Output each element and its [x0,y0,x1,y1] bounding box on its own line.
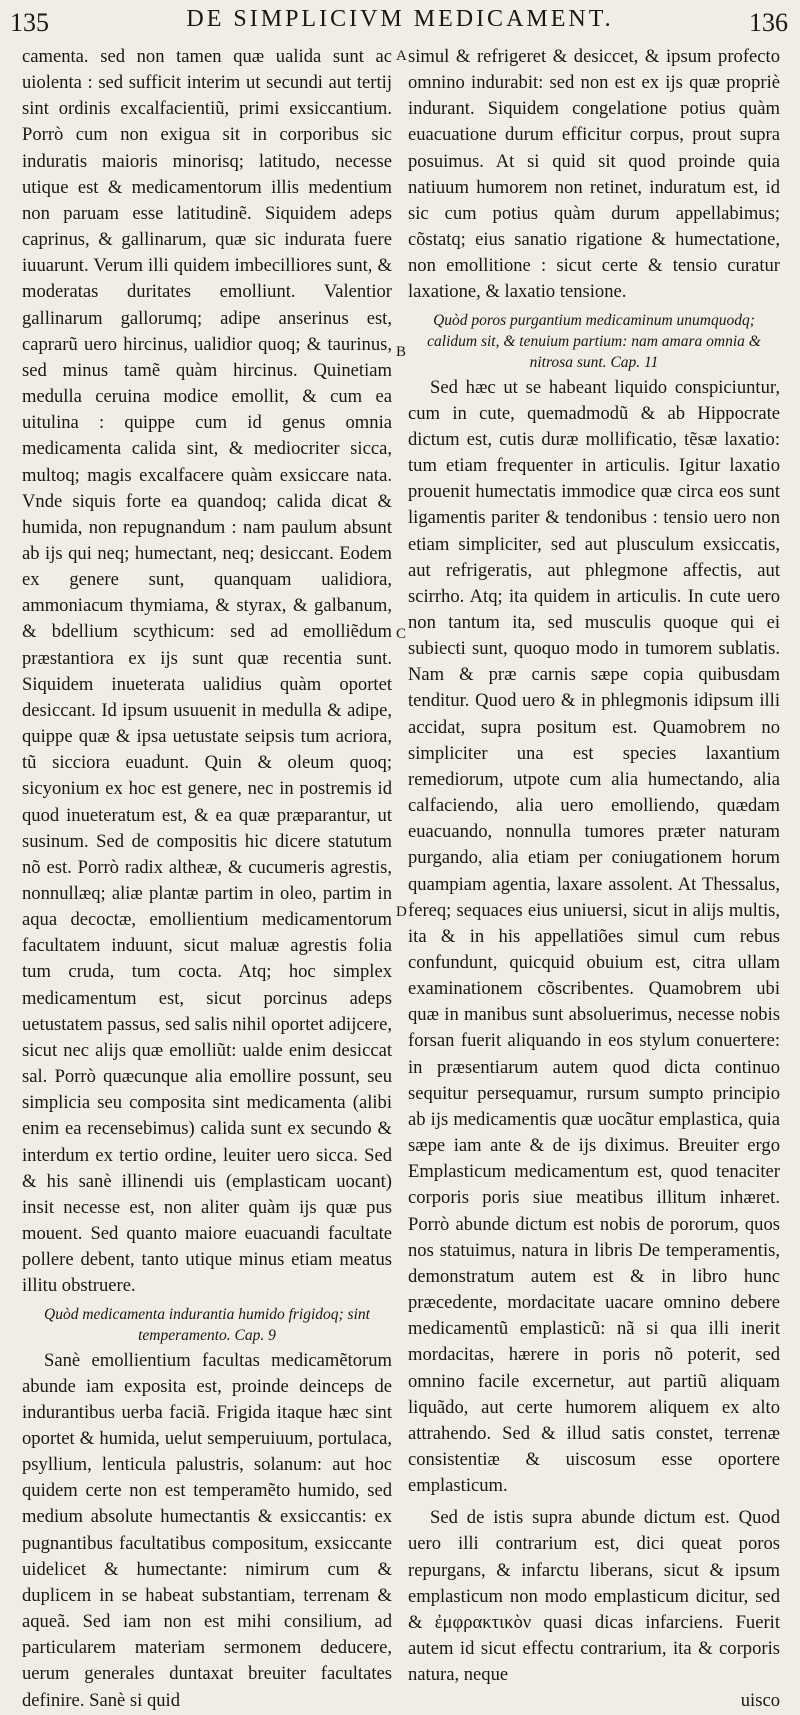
running-header [0,0,800,40]
chapter-10-number: Cap. 11 [610,353,659,371]
chapter-9-number: Cap. 9 [234,1326,276,1344]
margin-note-a: A [396,48,407,64]
left-paragraph-2: Sanè emollientium facultas medicamẽtorum abunde iam exposita est, proinde deinceps de indurantibus uerba faciã. Frigida itaque hæc sint oportet & humida, uelut semperuiuum, portulaca, psyllium, lenticula palustris, solanum: aut hoc quidem certe non est temperamẽto humido, sed medium absolute humectantis & exsiccantis: ex pugnantibus facultatibus compositum, exsiccante uidelicet & humectante: nimirum cum & duplicem in se habeat substantiam, terrenam & aqueã. Sed iam non est mihi consilium, ad particularem materiam sermonem deducere, uerum generales duntaxat breuiter facultates definire. Sanè si quid [22,1349,392,1711]
chapter-9-heading [22,1300,392,1348]
left-column [22,44,392,1714]
margin-note-b: B [396,344,407,360]
catchword: uisco [740,1690,780,1712]
left-paragraph-1: camenta. sed non tamen quæ ualida sunt ac uiolenta : sed sufficit interim ut secundi aut tertij sint ordinis excalfacientiũ, primi exsiccantium. Porrò cum non exigua sit in corporibus sic induratis maioris minorisq; latitudo, necesse utique est & medicamentorum illis medentium non paruam esse latitudinẽ. Siquidem adeps caprinus, & gallinarum, quæ sic indurata fuere iuuarunt. Verum illi quidem imbecilliores sunt, & moderatas duritates emolliunt. Valentior gallinarum gallorumq; adipe anserinus est, caprarũ uero hircinus, ualidior quoq; & taurinus, sed minus tamẽ quàm hircinus. Quinetiam medulla ceruina modice emollit, & cum ea uitulina : quippe cum id genus omnia medicamenta calida sint, & mediocriter sicca, multoq; magis excalfacere quàm exsiccare nata. Vnde siquis forte ea quandoq; calida dicat & humida, non repugnandum : nam paulum absunt ab ijs qui neq; humectant, neq; desiccant. Eodem ex genere sunt, quanquam ualidiora, ammoniacum thymiama, & styrax, & galbanum, & bdellium scythicum: sed ad emolliẽdum præstantiora ex ijs sunt quæ recentia sunt. Siquidem inueterata ualidius quàm oportet desiccant. Id ipsum usuuenit in medulla & adipe, quippe quæ & ipsa uetustate seipsis tum acriora, tũ sicciora euadunt. Quin & oleum quoq; sicyonium ex hoc est genere, nec in postremis id quod inueteratum est, & ea quæ præparantur, ut susinum. Sed de compositis hic dicere statutum nõ est. Porrò radix altheæ, & cucumeris agrestis, nonnullæq; aliæ plantæ partim in oleo, partim in aqua decoctæ, emollientium medicamentorum facultatem induunt, sicut maluæ agrestis folia tum cruda, tum cocta. Atq; hoc simplex medicamentum est, sicut porcinus adeps uetustatem passus, sed salis nihil oportet adijcere, sicut nec alijs quæ emolliũt: ualde enim desiccat sal. Porrò quæcunque alia emollire possunt, seu simplicia seu composita sint medicamenta (alibi enim ea recensebimus) calida sunt ex secundo & interdum ex tertio ordine, leuiter uero sicca. Sed & his sanè illinendi uis (emplasticam uocant) insit necesse est, non aliter quàm ijs quæ pus mouent. Sed quanto maiore euacuandi facultate pollere debent, tanto utique minus etiam meatus illitu obstruere. [22,46,392,1297]
right-column [408,44,780,1715]
chapter-10-title: Quòd poros purgantium medicaminum unumquodq; calidum sit, & tenuium partium: nam amara omnia & nitrosa sunt. [427,311,761,371]
right-paragraph-3: Sed de istis supra abunde dictum est. Quod uero illi contrarium est, dici queat poros repurgans, & infarctu liberans, sicut & ipsum emplasticum non modo emplasticum dicitur, sed & ἐμφρακτικὸν quasi dicas infarciens. Fuerit autem id sicut effectu contrarium, ita & corporis natura, neque [408,1507,780,1686]
right-page-number: 136 [749,8,788,37]
chapter-10-heading [408,306,780,375]
right-paragraph-1: simul & refrigeret & desiccet, & ipsum profecto omnino indurabit: sed non est ex ijs quæ propriè indurant. Siquidem congelatione potius quàm euacuatione durum efficitur corpus, prout supra posuimus. At si quid sit quod proinde quia natiuum humorem non retinet, induratum est, id sic cum potius quàm durum appellabimus; cõstatq; eius sanatio rigatione & humectatione, non emollitione : sicut certe & tensio curatur laxatione, & laxatio tensione. [408,46,780,303]
running-title: DE SIMPLICIVM MEDICAMENT. [186,6,614,32]
left-page-number: 135 [10,8,49,37]
margin-note-c: C [396,626,407,642]
right-paragraph-2: Sed hæc ut se habeant liquido conspiciuntur, cum in cute, quemadmodũ & ab Hippocrate dictum est, cutis duræ mollificatio, tẽsæ laxatio: tum etiam frequenter in articulis. Igitur laxatio prouenit humectatis immodice quæ circa eos sunt ligamentis pariter & tendonibus : tensio uero non etiam simpliciter, sed aut plusculum exsiccatis, aut refrigeratis, aut phlegmone affectis, aut scirrho. Atq; ita quidem in articulis. In cute uero non tantum ita, sed musculis quoque qui ei subiecti sunt, quoquo modo in tumorem sublatis. Nam & præ carnis sæpe copia quibusdam tenditur. Quod uero & in phlegmonis idipsum illi accidat, supra positum est. Quamobrem no simpliciter una est species laxantium remediorum, utpote cum alia humectando, alia calfaciendo, alia uero emolliendo, quædam euacuando, nonnulla tumores præter naturam purgando, alia etiam per coniugationem horum quampiam agentia, laxare assolent. At Thessalus, fereq; sequaces eius uniuersi, sicut in alijs multis, ita & in his appellatiões simul cum rebus confundunt, quicquid obuium est, citra ullam examinationem cõscribentes. Quamobrem ubi quæ in manibus sunt absoluerimus, necesse nobis forsan fuerit aliquando in eos stylum conuertere: in præsentiarum autem quod dicta continuo sequitur persequamur, rursum sumpto principio ab ijs medicamentis quæ uocãtur emplastica, quia sæpe iam ante & de ijs diximus. Breuiter ergo Emplasticum medicamentum est, quod tenaciter corporis poris siue meatibus illitum inhæret. Porrò abunde dictum est nobis de pororum, quos nos statuimus, natura in libris De temperamentis, demonstratum autem est & in libro hunc præcedente, mordacitate uacare omnino debere medicamentũ emplasticũ: nã si qua illi inerit mordacitas, hærere in poris nõ poterit, sed omnino facile excernetur, aut partiũ aliquam liquãdo, aut certe humorem aliquem ex alto attrahendo. Sed & illud satis constet, terrenæ consistentiæ & uiscosum esse oportere emplasticum. [408,376,780,1497]
margin-note-d: D [396,904,407,920]
chapter-9-title: Quòd medicamenta indurantia humido frigidoq; sint temperamento. [44,1305,370,1344]
